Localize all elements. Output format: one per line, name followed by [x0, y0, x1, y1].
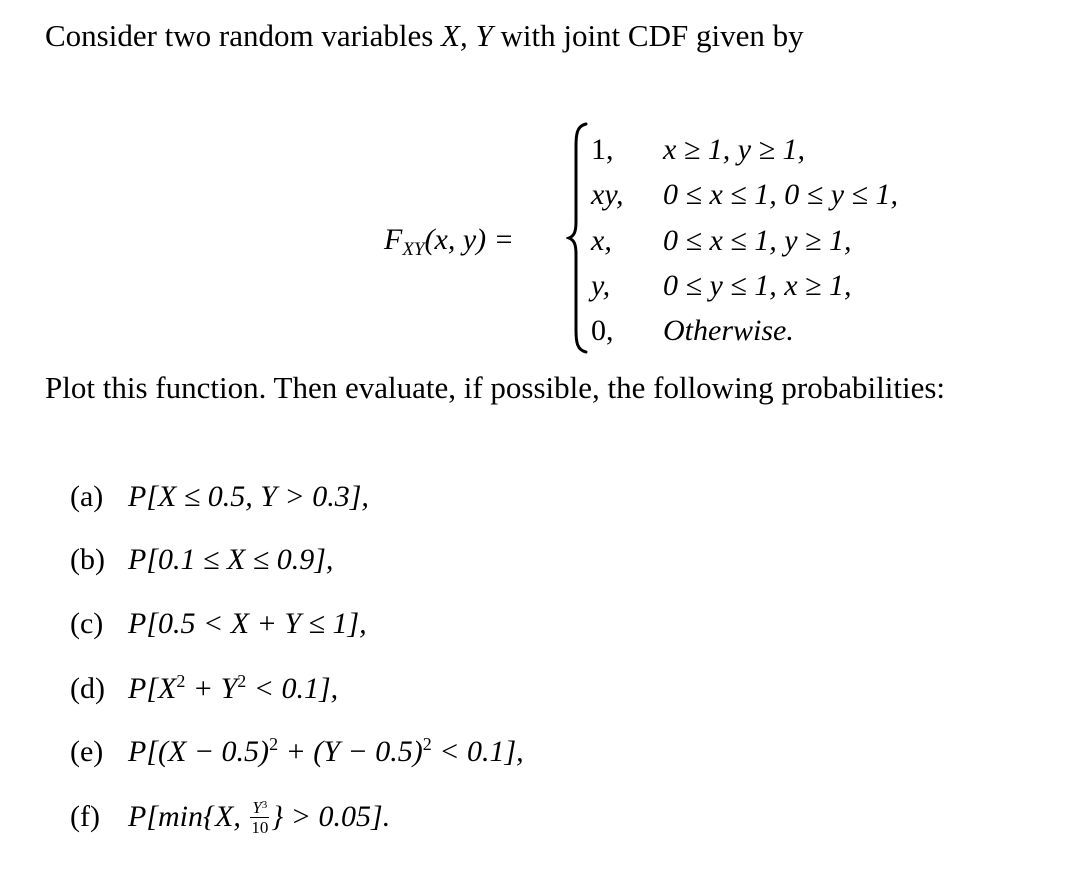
case-condition: 0 ≤ x ≤ 1, y ≥ 1,	[663, 224, 852, 257]
list-item	[70, 735, 524, 769]
item-label: (e)	[70, 735, 104, 768]
case-condition: Otherwise.	[663, 314, 794, 347]
list-item	[70, 543, 333, 577]
item-expression: $P[X^2 + Y^2 < 0.1]$,	[128, 671, 339, 705]
item-expression: P[min{X, $\frac{Y^3}{10}$ } > 0.05].	[128, 797, 391, 837]
cdf-arguments: (x, y) =	[424, 223, 514, 256]
intro-line	[45, 20, 804, 51]
case-condition: 0 ≤ x ≤ 1, 0 ≤ y ≤ 1,	[663, 178, 898, 211]
fraction: $\frac{Y^3}{10}$	[251, 797, 269, 837]
item-label: (a)	[70, 480, 104, 513]
case-value: x,	[591, 224, 612, 257]
case-value: 1,	[591, 133, 614, 166]
cdf-lhs	[384, 223, 514, 261]
item-expression: P[0.1 ≤ X ≤ 0.9],	[128, 543, 334, 576]
intro-prefix: Consider two random variables	[45, 18, 442, 53]
cases-brace	[566, 122, 590, 354]
instruction-line: Plot this function. Then evaluate, if possible, the following probabilities:	[45, 370, 946, 405]
item-expression: P[0.5 < X + Y ≤ 1],	[128, 607, 367, 640]
case-condition: 0 ≤ y ≤ 1, x ≥ 1,	[663, 269, 852, 302]
item-label: (f)	[70, 800, 100, 833]
list-item	[70, 797, 391, 838]
item-expression: $P[(X - 0.5)^2 + (Y - 0.5)^2 < 0.1]$,	[128, 734, 524, 768]
item-label: (c)	[70, 607, 104, 640]
list-item	[70, 480, 369, 514]
case-value: xy,	[591, 178, 624, 211]
item-label: (d)	[70, 672, 105, 705]
item-label: (b)	[70, 543, 105, 576]
case-condition: x ≥ 1, y ≥ 1,	[663, 133, 806, 166]
intro-suffix: with joint CDF given by	[492, 18, 804, 53]
list-item	[70, 672, 338, 706]
intro-vars: X, Y	[441, 18, 493, 53]
cdf-function-name: F	[384, 223, 403, 256]
cdf-subscript: XY	[402, 239, 425, 260]
case-value: 0,	[591, 314, 614, 347]
list-item	[70, 607, 367, 641]
case-value: y,	[591, 269, 611, 302]
item-expression: P[X ≤ 0.5, Y > 0.3],	[128, 480, 369, 513]
